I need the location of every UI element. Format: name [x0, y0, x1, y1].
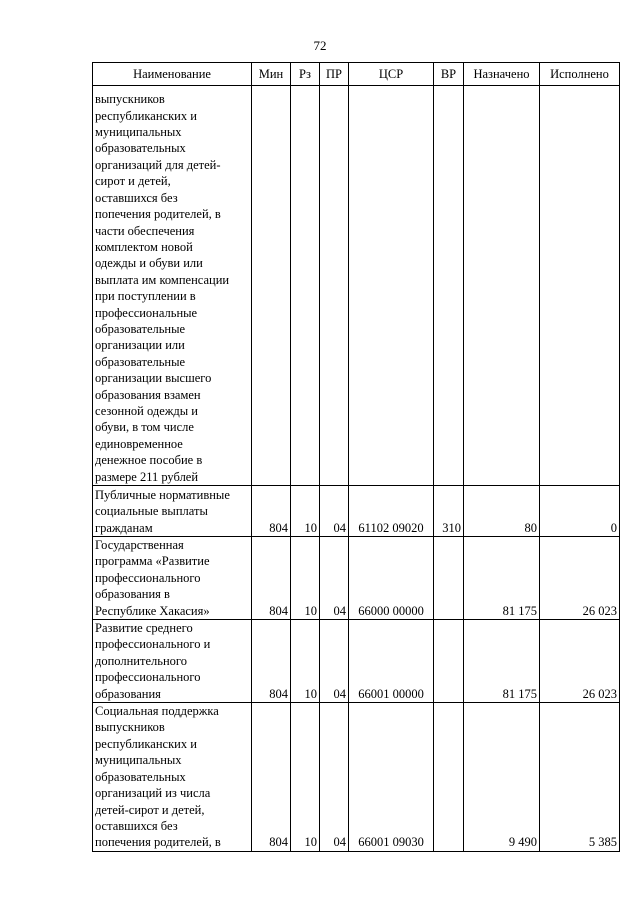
name-line: размере 211 рублей	[95, 469, 199, 484]
budget-table	[92, 62, 620, 852]
name-line: выплата им компенсации	[95, 272, 230, 287]
name-line: профессиональные	[95, 305, 198, 320]
table-row	[93, 486, 620, 537]
cell-executed: 26 023	[540, 620, 620, 703]
cell-csr	[349, 86, 434, 486]
name-line: республиканских и	[95, 736, 197, 751]
table-row	[93, 703, 620, 852]
name-line: профессионального и	[95, 637, 211, 652]
row-name	[93, 703, 252, 852]
cell-pr: 04	[320, 620, 349, 703]
name-line: Государственная	[95, 538, 184, 552]
header-min: Мин	[252, 63, 291, 86]
header-executed: Исполнено	[540, 63, 620, 86]
row-name	[93, 486, 252, 537]
cell-min: 804	[252, 620, 291, 703]
cell-rz: 10	[291, 537, 320, 620]
name-line: оставшихся без	[95, 818, 178, 833]
row-name	[93, 620, 252, 703]
cell-assigned	[464, 86, 540, 486]
header-name: Наименование	[93, 63, 252, 86]
name-line: детей-сирот и детей,	[95, 802, 205, 817]
table-row	[93, 86, 620, 486]
name-line: Социальная поддержка	[95, 704, 219, 719]
name-line: программа «Развитие	[95, 554, 210, 569]
cell-executed: 26 023	[540, 537, 620, 620]
name-line: образовательных	[95, 141, 186, 156]
cell-pr: 04	[320, 703, 349, 852]
table-row	[93, 620, 620, 703]
cell-assigned: 81 175	[464, 620, 540, 703]
cell-pr: 04	[320, 486, 349, 537]
cell-vr	[434, 86, 464, 486]
name-line: образовательные	[95, 354, 186, 369]
cell-executed: 5 385	[540, 703, 620, 852]
name-line: организаций для детей-	[95, 157, 221, 172]
cell-min: 804	[252, 703, 291, 852]
name-line: муниципальных	[95, 753, 182, 768]
name-line: единовременное	[95, 436, 183, 451]
name-line: образования в	[95, 587, 170, 602]
name-line: социальные выплаты	[95, 504, 208, 519]
name-line: комплектом новой	[95, 239, 193, 254]
header-assigned: Назначено	[464, 63, 540, 86]
name-line: выпускников	[95, 92, 165, 107]
name-line: попечения родителей, в	[95, 207, 221, 222]
name-line: дополнительного	[95, 653, 187, 668]
name-line: сирот и детей,	[95, 174, 171, 189]
name-line: гражданам	[95, 520, 153, 535]
cell-min: 804	[252, 537, 291, 620]
name-line: профессионального	[95, 570, 201, 585]
name-line: образования	[95, 686, 161, 701]
cell-pr	[320, 86, 349, 486]
cell-min	[252, 86, 291, 486]
cell-executed: 0	[540, 486, 620, 537]
name-line: при поступлении в	[95, 289, 196, 304]
cell-csr: 61102 09020	[349, 486, 434, 537]
cell-min: 804	[252, 486, 291, 537]
name-line: Республике Хакасия»	[95, 603, 210, 618]
cell-rz: 10	[291, 620, 320, 703]
header-csr: ЦСР	[349, 63, 434, 86]
cell-executed	[540, 86, 620, 486]
cell-assigned: 9 490	[464, 703, 540, 852]
page-number: 72	[313, 38, 327, 53]
header-row	[93, 63, 620, 86]
name-line: образовательные	[95, 321, 186, 336]
name-line: профессионального	[95, 670, 201, 685]
cell-csr: 66001 00000	[349, 620, 434, 703]
cell-vr	[434, 703, 464, 852]
header-rz: Рз	[291, 63, 320, 86]
cell-pr: 04	[320, 537, 349, 620]
name-line: образовательных	[95, 769, 186, 784]
name-line: организации высшего	[95, 371, 212, 386]
name-line: сезонной одежды и	[95, 403, 198, 418]
cell-assigned: 80	[464, 486, 540, 537]
name-line: Развитие среднего	[95, 621, 193, 636]
name-line: образования взамен	[95, 387, 201, 402]
name-line: попечения родителей, в	[95, 835, 221, 850]
cell-csr: 66001 09030	[349, 703, 434, 852]
cell-rz	[291, 86, 320, 486]
table-row	[93, 537, 620, 620]
name-line: организаций из числа	[95, 786, 211, 801]
name-line: оставшихся без	[95, 190, 178, 205]
cell-vr: 310	[434, 486, 464, 537]
cell-rz: 10	[291, 486, 320, 537]
cell-assigned: 81 175	[464, 537, 540, 620]
name-line: обуви, в том числе	[95, 420, 194, 435]
name-line: части обеспечения	[95, 223, 195, 238]
header-pr: ПР	[320, 63, 349, 86]
name-line: муниципальных	[95, 125, 182, 140]
cell-vr	[434, 620, 464, 703]
cell-csr: 66000 00000	[349, 537, 434, 620]
name-line: одежды и обуви или	[95, 256, 203, 271]
cell-vr	[434, 537, 464, 620]
cell-rz: 10	[291, 703, 320, 852]
name-line: Публичные нормативные	[95, 487, 230, 502]
name-line: организации или	[95, 338, 185, 353]
header-vr: ВР	[434, 63, 464, 86]
row-name	[93, 537, 252, 620]
row-name	[93, 86, 252, 486]
name-line: республиканских и	[95, 108, 197, 123]
name-line: выпускников	[95, 720, 165, 735]
name-line: денежное пособие в	[95, 453, 203, 468]
